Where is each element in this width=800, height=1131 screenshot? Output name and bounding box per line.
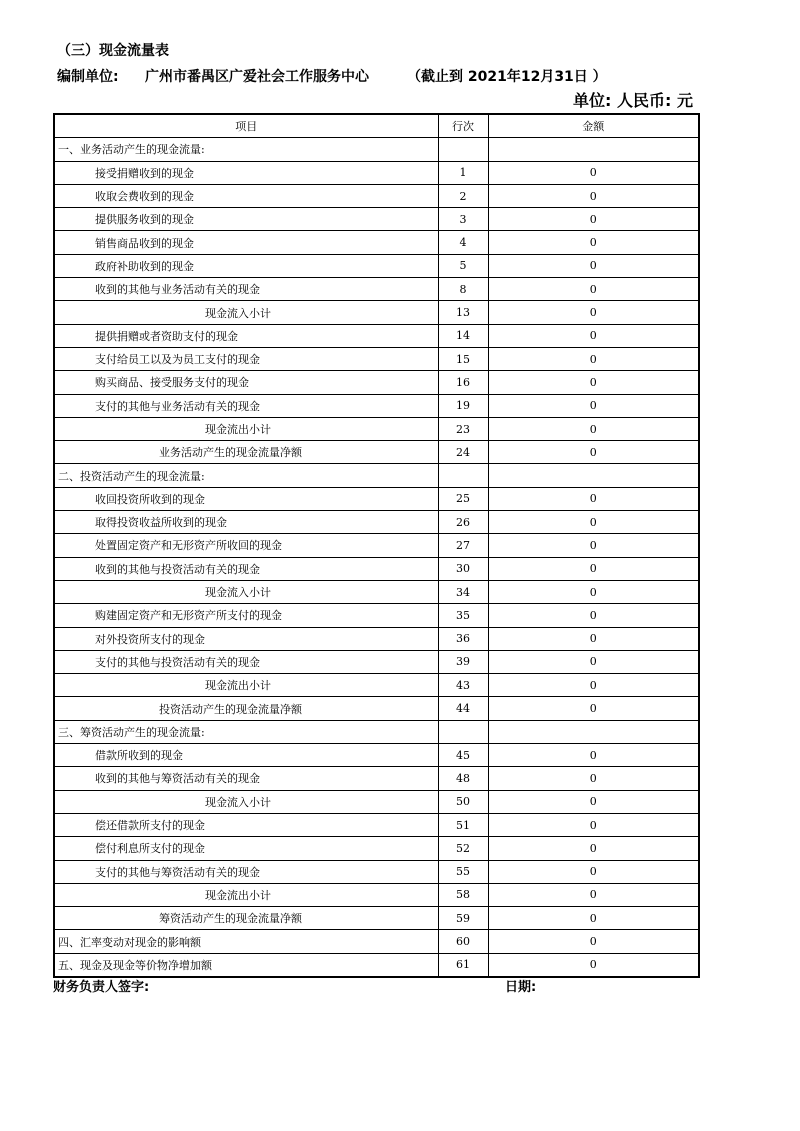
table-row bbox=[54, 883, 699, 906]
table-row bbox=[54, 231, 699, 254]
table-row bbox=[54, 627, 699, 650]
row-item: 提供服务收到的现金 bbox=[54, 208, 438, 231]
table-row bbox=[54, 371, 699, 394]
row-item: 一、业务活动产生的现金流量: bbox=[54, 138, 438, 161]
row-amount: 0 bbox=[488, 697, 699, 720]
row-amount: 0 bbox=[488, 860, 699, 883]
table-row bbox=[54, 813, 699, 836]
table-row bbox=[54, 417, 699, 440]
table-row bbox=[54, 301, 699, 324]
row-item: 购买商品、接受服务支付的现金 bbox=[54, 371, 438, 394]
row-item: 收到的其他与筹资活动有关的现金 bbox=[54, 767, 438, 790]
row-line-number: 5 bbox=[438, 254, 488, 277]
row-line-number: 61 bbox=[438, 953, 488, 977]
row-item: 取得投资收益所收到的现金 bbox=[54, 511, 438, 534]
row-amount: 0 bbox=[488, 557, 699, 580]
currency-unit: 单位: 人民币: 元 bbox=[573, 91, 693, 110]
row-amount: 0 bbox=[488, 371, 699, 394]
table-row bbox=[54, 324, 699, 347]
row-line-number: 3 bbox=[438, 208, 488, 231]
row-item: 筹资活动产生的现金流量净额 bbox=[54, 907, 438, 930]
row-item: 收到的其他与投资活动有关的现金 bbox=[54, 557, 438, 580]
row-item: 支付的其他与投资活动有关的现金 bbox=[54, 650, 438, 673]
table-body bbox=[54, 138, 699, 977]
table-row bbox=[54, 744, 699, 767]
row-amount: 0 bbox=[488, 208, 699, 231]
table-row bbox=[54, 953, 699, 977]
table-row bbox=[54, 557, 699, 580]
table-row bbox=[54, 930, 699, 953]
table-row bbox=[54, 394, 699, 417]
table-row bbox=[54, 534, 699, 557]
row-amount: 0 bbox=[488, 790, 699, 813]
row-item: 五、现金及现金等价物净增加额 bbox=[54, 953, 438, 977]
row-amount: 0 bbox=[488, 674, 699, 697]
row-line-number: 26 bbox=[438, 511, 488, 534]
row-amount bbox=[488, 464, 699, 487]
row-item: 对外投资所支付的现金 bbox=[54, 627, 438, 650]
row-line-number: 55 bbox=[438, 860, 488, 883]
row-amount: 0 bbox=[488, 953, 699, 977]
table-row bbox=[54, 767, 699, 790]
row-line-number: 48 bbox=[438, 767, 488, 790]
table-header-row bbox=[54, 114, 699, 138]
table-row bbox=[54, 441, 699, 464]
date-label: 日期: bbox=[505, 980, 537, 995]
row-line-number bbox=[438, 138, 488, 161]
row-item: 借款所收到的现金 bbox=[54, 744, 438, 767]
org-name: 广州市番禺区广爱社会工作服务中心 bbox=[145, 69, 369, 85]
row-amount: 0 bbox=[488, 301, 699, 324]
table-row bbox=[54, 464, 699, 487]
row-amount: 0 bbox=[488, 324, 699, 347]
column-header-line: 行次 bbox=[438, 114, 488, 138]
table-row bbox=[54, 720, 699, 743]
row-item: 收到的其他与业务活动有关的现金 bbox=[54, 278, 438, 301]
row-item: 二、投资活动产生的现金流量: bbox=[54, 464, 438, 487]
row-item: 现金流出小计 bbox=[54, 674, 438, 697]
row-line-number: 14 bbox=[438, 324, 488, 347]
row-amount: 0 bbox=[488, 907, 699, 930]
column-header-item: 项目 bbox=[54, 114, 438, 138]
table-row bbox=[54, 161, 699, 184]
row-line-number: 24 bbox=[438, 441, 488, 464]
row-line-number: 50 bbox=[438, 790, 488, 813]
row-item: 接受捐赠收到的现金 bbox=[54, 161, 438, 184]
row-item: 偿还借款所支付的现金 bbox=[54, 813, 438, 836]
row-item: 销售商品收到的现金 bbox=[54, 231, 438, 254]
row-line-number bbox=[438, 720, 488, 743]
row-item: 现金流入小计 bbox=[54, 580, 438, 603]
row-item: 现金流出小计 bbox=[54, 883, 438, 906]
row-amount: 0 bbox=[488, 487, 699, 510]
table-row bbox=[54, 487, 699, 510]
row-line-number: 19 bbox=[438, 394, 488, 417]
row-amount: 0 bbox=[488, 604, 699, 627]
table-row bbox=[54, 580, 699, 603]
row-line-number: 25 bbox=[438, 487, 488, 510]
row-amount: 0 bbox=[488, 417, 699, 440]
row-item: 现金流入小计 bbox=[54, 790, 438, 813]
row-line-number: 59 bbox=[438, 907, 488, 930]
column-header-amount: 金额 bbox=[488, 114, 699, 138]
row-line-number: 58 bbox=[438, 883, 488, 906]
cash-flow-table bbox=[53, 113, 700, 978]
table-row bbox=[54, 347, 699, 370]
table-row bbox=[54, 138, 699, 161]
row-line-number: 8 bbox=[438, 278, 488, 301]
row-amount: 0 bbox=[488, 231, 699, 254]
row-amount: 0 bbox=[488, 813, 699, 836]
table-row bbox=[54, 860, 699, 883]
row-line-number: 44 bbox=[438, 697, 488, 720]
row-line-number bbox=[438, 464, 488, 487]
row-amount: 0 bbox=[488, 161, 699, 184]
row-line-number: 1 bbox=[438, 161, 488, 184]
row-line-number: 15 bbox=[438, 347, 488, 370]
table-row bbox=[54, 511, 699, 534]
row-amount: 0 bbox=[488, 441, 699, 464]
row-amount: 0 bbox=[488, 930, 699, 953]
row-line-number: 60 bbox=[438, 930, 488, 953]
row-amount: 0 bbox=[488, 254, 699, 277]
table-row bbox=[54, 278, 699, 301]
row-item: 偿付利息所支付的现金 bbox=[54, 837, 438, 860]
row-amount: 0 bbox=[488, 650, 699, 673]
row-amount: 0 bbox=[488, 580, 699, 603]
row-line-number: 30 bbox=[438, 557, 488, 580]
signature-label: 财务负责人签字: bbox=[53, 980, 150, 995]
table-row bbox=[54, 674, 699, 697]
row-line-number: 16 bbox=[438, 371, 488, 394]
row-amount: 0 bbox=[488, 744, 699, 767]
table-row bbox=[54, 208, 699, 231]
row-amount: 0 bbox=[488, 278, 699, 301]
row-amount: 0 bbox=[488, 534, 699, 557]
row-item: 收回投资所收到的现金 bbox=[54, 487, 438, 510]
row-line-number: 36 bbox=[438, 627, 488, 650]
table-row bbox=[54, 697, 699, 720]
table-row bbox=[54, 184, 699, 207]
row-item: 投资活动产生的现金流量净额 bbox=[54, 697, 438, 720]
table-row bbox=[54, 790, 699, 813]
row-line-number: 51 bbox=[438, 813, 488, 836]
row-item: 支付的其他与筹资活动有关的现金 bbox=[54, 860, 438, 883]
row-line-number: 45 bbox=[438, 744, 488, 767]
row-line-number: 27 bbox=[438, 534, 488, 557]
row-line-number: 52 bbox=[438, 837, 488, 860]
row-item: 收取会费收到的现金 bbox=[54, 184, 438, 207]
row-amount: 0 bbox=[488, 394, 699, 417]
row-line-number: 39 bbox=[438, 650, 488, 673]
row-line-number: 34 bbox=[438, 580, 488, 603]
row-item: 现金流入小计 bbox=[54, 301, 438, 324]
row-amount bbox=[488, 138, 699, 161]
row-item: 业务活动产生的现金流量净额 bbox=[54, 441, 438, 464]
row-amount: 0 bbox=[488, 627, 699, 650]
row-line-number: 35 bbox=[438, 604, 488, 627]
table-row bbox=[54, 907, 699, 930]
row-line-number: 43 bbox=[438, 674, 488, 697]
row-amount: 0 bbox=[488, 184, 699, 207]
row-amount: 0 bbox=[488, 347, 699, 370]
table-row bbox=[54, 650, 699, 673]
row-item: 四、汇率变动对现金的影响额 bbox=[54, 930, 438, 953]
table-row bbox=[54, 254, 699, 277]
org-label: 编制单位: bbox=[57, 69, 119, 85]
row-item: 支付的其他与业务活动有关的现金 bbox=[54, 394, 438, 417]
table-row bbox=[54, 837, 699, 860]
row-amount: 0 bbox=[488, 767, 699, 790]
row-amount: 0 bbox=[488, 883, 699, 906]
row-item: 政府补助收到的现金 bbox=[54, 254, 438, 277]
row-amount: 0 bbox=[488, 511, 699, 534]
row-item: 购建固定资产和无形资产所支付的现金 bbox=[54, 604, 438, 627]
row-line-number: 23 bbox=[438, 417, 488, 440]
row-line-number: 13 bbox=[438, 301, 488, 324]
page-title: （三）现金流量表 bbox=[57, 43, 169, 59]
row-line-number: 4 bbox=[438, 231, 488, 254]
row-item: 现金流出小计 bbox=[54, 417, 438, 440]
table-row bbox=[54, 604, 699, 627]
row-line-number: 2 bbox=[438, 184, 488, 207]
row-item: 三、筹资活动产生的现金流量: bbox=[54, 720, 438, 743]
row-item: 提供捐赠或者资助支付的现金 bbox=[54, 324, 438, 347]
row-amount bbox=[488, 720, 699, 743]
report-period: （截止到 2021年12月31日 ） bbox=[407, 69, 607, 85]
row-item: 处置固定资产和无形资产所收回的现金 bbox=[54, 534, 438, 557]
row-amount: 0 bbox=[488, 837, 699, 860]
row-item: 支付给员工以及为员工支付的现金 bbox=[54, 347, 438, 370]
